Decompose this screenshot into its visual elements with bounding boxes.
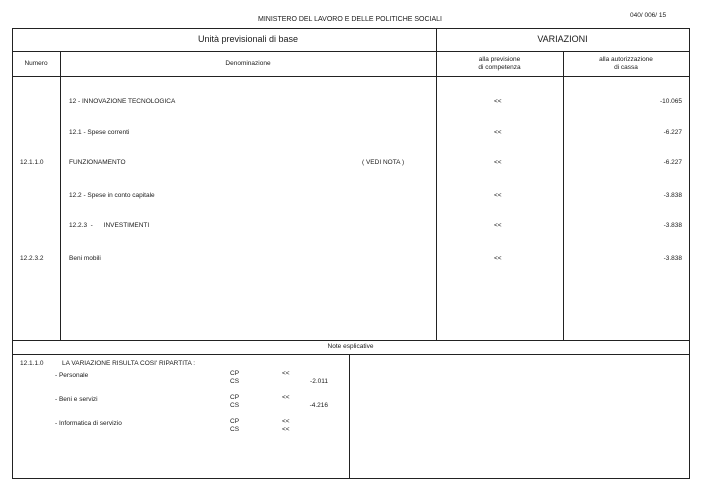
table-row (12, 192, 689, 202)
note-cs-value: -4.216 (309, 402, 328, 409)
row-denomination: 12.2.3 - INVESTIMENTI (69, 222, 150, 229)
row-cash: -3.838 (663, 255, 682, 262)
competence-header-line1: alla previsione (478, 56, 521, 63)
competence-header-line2: di competenza (478, 64, 521, 71)
row-denomination: 12.1 - Spese correnti (69, 129, 130, 136)
row-competence: << (494, 222, 502, 229)
cash-header-line1: alla autorizzazione (599, 56, 653, 63)
note-cp-value: << (282, 394, 290, 401)
row-note: ( VEDI NOTA ) (362, 159, 405, 166)
row-cash: -10.065 (659, 98, 682, 105)
notes-header-line (12, 354, 690, 355)
row-competence: << (494, 192, 502, 199)
number-header: Numero (24, 60, 48, 67)
row-cash: -6.227 (663, 159, 682, 166)
cash-header-line2: di cassa (614, 64, 638, 71)
table-row (12, 98, 689, 108)
row-cash: -6.227 (663, 129, 682, 136)
table-bottom-border (12, 478, 690, 479)
table-row (12, 222, 689, 232)
note-cp-value: << (282, 418, 290, 425)
row-denomination: FUNZIONAMENTO (69, 159, 126, 166)
note-item-label: - Informatica di servizio (55, 420, 122, 427)
note-item-label: - Beni e servizi (55, 396, 98, 403)
table-top-border (12, 28, 690, 29)
row-denomination: 12.2 - Spese in conto capitale (69, 192, 155, 199)
header-divider-1 (12, 51, 690, 52)
ministry-title: MINISTERO DEL LAVORO E DELLE POLITICHE SOCIALI (258, 16, 442, 23)
table-row (12, 159, 689, 169)
note-cs-label: CS (230, 426, 240, 433)
table-row (12, 255, 689, 265)
row-denomination: Beni mobili (69, 255, 101, 262)
row-competence: << (494, 255, 502, 262)
variations-divider (436, 28, 437, 340)
row-competence: << (494, 129, 502, 136)
row-competence: << (494, 98, 502, 105)
page-code: 040/ 006/ 15 (630, 12, 667, 19)
table-row (12, 129, 689, 139)
header-divider-2 (12, 76, 690, 77)
note-item (12, 371, 342, 391)
notes-ref-number: 12.1.1.0 (20, 360, 44, 367)
note-cp-label: CP (230, 418, 240, 425)
table-right-border (689, 28, 690, 479)
note-cs-label: CS (230, 402, 240, 409)
row-number: 12.2.3.2 (20, 255, 44, 262)
note-item (12, 395, 342, 415)
note-item-label: - Personale (55, 372, 89, 379)
denomination-header: Denominazione (225, 60, 271, 67)
row-competence: << (494, 159, 502, 166)
note-cp-label: CP (230, 370, 240, 377)
note-cp-value: << (282, 370, 290, 377)
row-denomination: 12 - INNOVAZIONE TECNOLOGICA (69, 98, 176, 105)
row-number: 12.1.1.0 (20, 159, 44, 166)
note-item (12, 419, 342, 439)
note-cs-value: -2.011 (310, 378, 328, 385)
notes-title: Note esplicative (327, 343, 374, 350)
units-header: Unità previsionali di base (197, 34, 299, 44)
note-cs-label: CS (230, 378, 240, 385)
notes-intro: LA VARIAZIONE RISULTA COSI' RIPARTITA : (62, 360, 196, 367)
notes-divider (349, 354, 350, 478)
variations-header: VARIAZIONI (537, 34, 588, 44)
notes-top-line (12, 340, 690, 341)
note-cs-value: << (282, 426, 290, 433)
row-cash: -3.838 (663, 222, 682, 229)
note-cp-label: CP (230, 394, 240, 401)
row-cash: -3.838 (663, 192, 682, 199)
